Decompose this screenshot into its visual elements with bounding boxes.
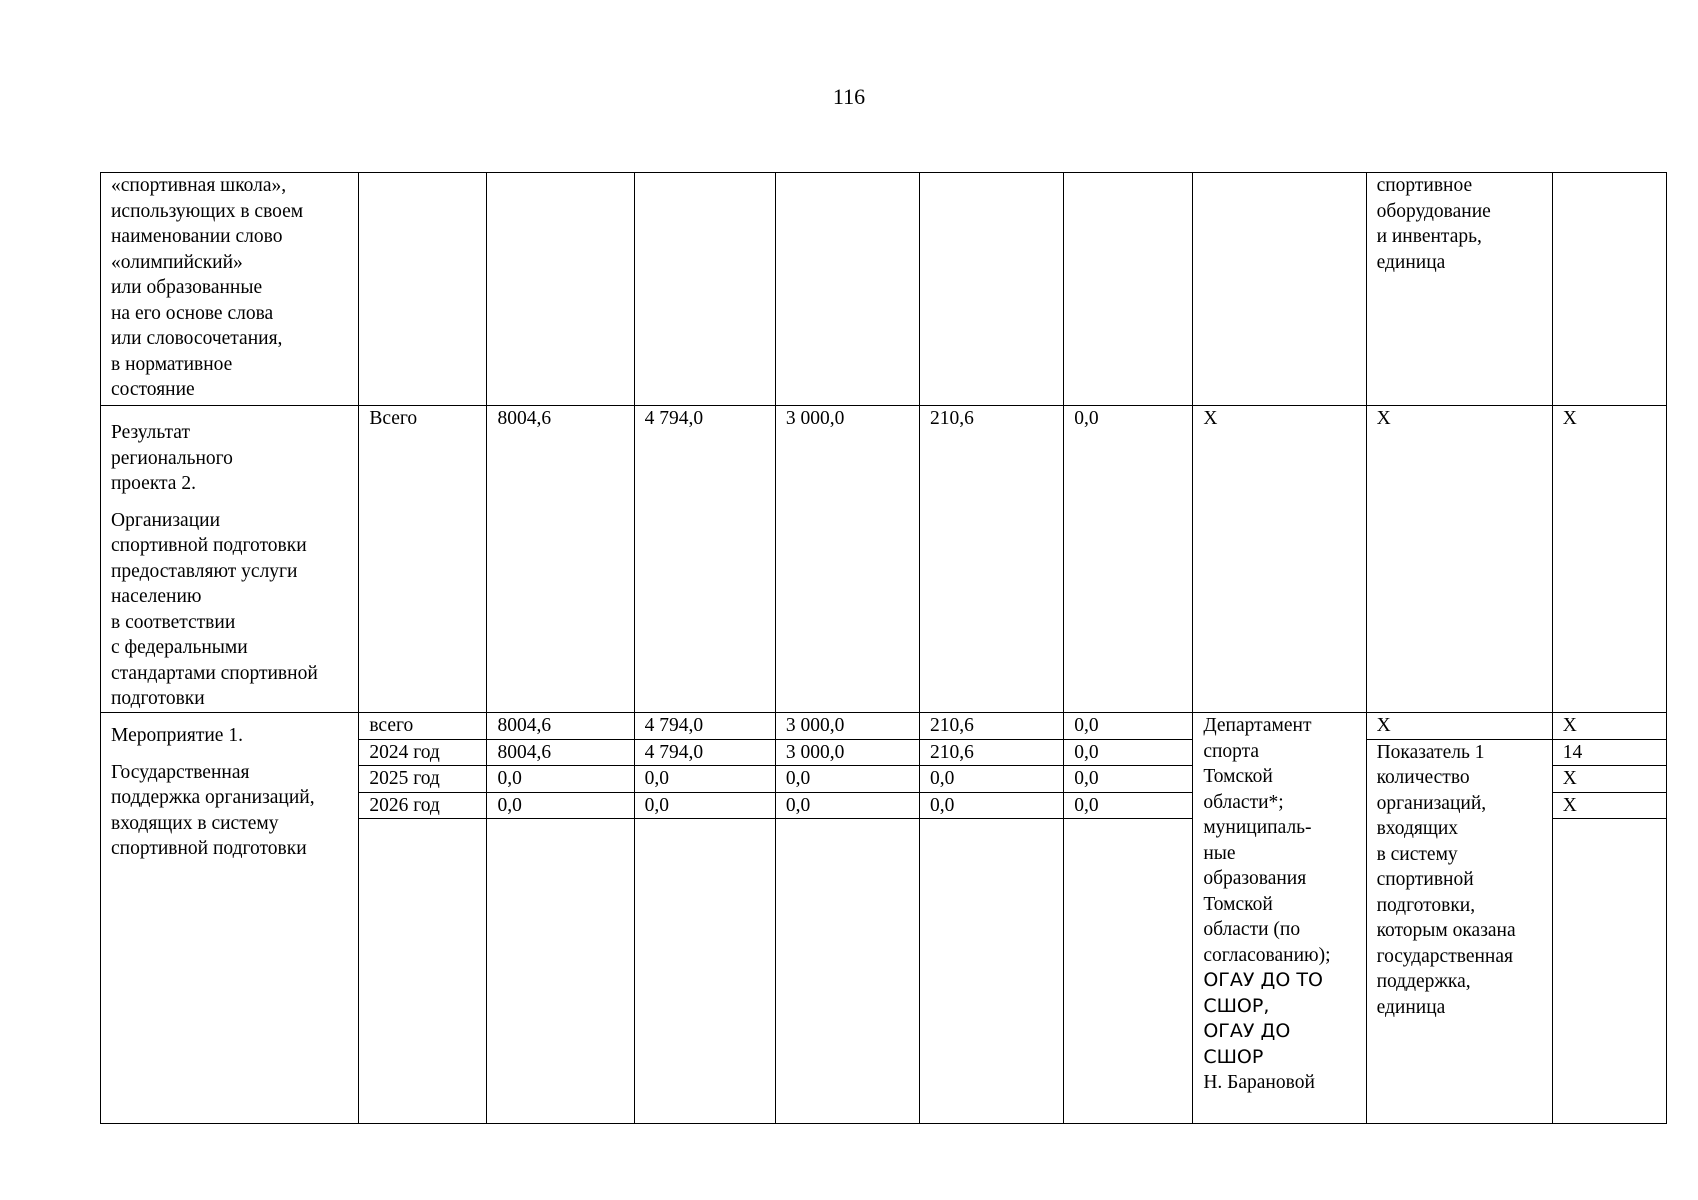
cell-event-indicator xyxy=(1366,739,1552,1124)
cell-value-1: 0,0 xyxy=(634,792,775,819)
program-table xyxy=(100,172,1667,1124)
result-description: Организации спортивной подготовки предоставляют услуги населению в соответствии с федеральными стандартами спортивной подготовки xyxy=(111,509,318,709)
table-row-event-total xyxy=(101,713,1667,740)
cell-period: Всего xyxy=(359,406,487,713)
cell-empty xyxy=(487,819,634,1124)
cell-empty xyxy=(1552,173,1666,406)
cell-value-3: 0,0 xyxy=(920,792,1064,819)
cell-target: X xyxy=(1552,713,1666,740)
executor-main: Департамент спорта Томской области*; муниципаль- ные образования Томской области (по согласованию); xyxy=(1203,715,1331,966)
cell-value-1: 4 794,0 xyxy=(634,406,775,713)
cell-empty xyxy=(920,819,1064,1124)
cell-total: 8004,6 xyxy=(487,739,634,766)
cell-period: 2025 год xyxy=(359,766,487,793)
table-row-result xyxy=(101,406,1667,713)
executor-orgs: ОГАУ ДО ТО СШОР, ОГАУ ДО СШОР xyxy=(1203,969,1323,1068)
cell-target: 14 xyxy=(1552,739,1666,766)
result-title: Результат регионального проекта 2. xyxy=(111,422,233,494)
cell-value-2: 3 000,0 xyxy=(775,406,919,713)
cell-period: 2024 год xyxy=(359,739,487,766)
cell-total: 8004,6 xyxy=(487,406,634,713)
cell-empty xyxy=(1064,819,1193,1124)
cell-value-3: 210,6 xyxy=(920,739,1064,766)
cell-value-1: 4 794,0 xyxy=(634,713,775,740)
indicator-text: спортивное оборудование и инвентарь, единица xyxy=(1376,175,1491,273)
cell-value-2: 3 000,0 xyxy=(775,713,919,740)
cell-period: 2026 год xyxy=(359,792,487,819)
cell-empty xyxy=(359,173,487,406)
cell-result-name xyxy=(101,406,359,713)
cell-value-4: 0,0 xyxy=(1064,792,1193,819)
cell-value-2: 0,0 xyxy=(775,792,919,819)
cell-target: X xyxy=(1552,766,1666,793)
cell-value-4: 0,0 xyxy=(1064,406,1193,713)
cell-total: 0,0 xyxy=(487,792,634,819)
cell-period: всего xyxy=(359,713,487,740)
cell-executor: X xyxy=(1193,406,1366,713)
cell-empty xyxy=(487,173,634,406)
cell-indicator xyxy=(1366,173,1552,406)
cell-target: X xyxy=(1552,792,1666,819)
cell-value-2: 0,0 xyxy=(775,766,919,793)
cell-value-3: 210,6 xyxy=(920,713,1064,740)
cell-indicator: X xyxy=(1366,406,1552,713)
cell-empty xyxy=(1552,819,1666,1124)
cell-total: 0,0 xyxy=(487,766,634,793)
cell-empty xyxy=(1064,173,1193,406)
cell-value-4: 0,0 xyxy=(1064,713,1193,740)
cell-empty xyxy=(920,173,1064,406)
cell-value-4: 0,0 xyxy=(1064,739,1193,766)
cell-event-executor xyxy=(1193,713,1366,1124)
cell-empty xyxy=(775,173,919,406)
cell-value-2: 3 000,0 xyxy=(775,739,919,766)
cell-value-3: 210,6 xyxy=(920,406,1064,713)
cell-value-1: 4 794,0 xyxy=(634,739,775,766)
cell-empty xyxy=(634,173,775,406)
event-title: Мероприятие 1. xyxy=(111,725,243,746)
event-description: Государственная поддержка организаций, входящих в систему спортивной подготовки xyxy=(111,761,315,859)
page-number: 116 xyxy=(832,84,866,109)
cell-value-1: 0,0 xyxy=(634,766,775,793)
cell-target: X xyxy=(1552,406,1666,713)
cell-total: 8004,6 xyxy=(487,713,634,740)
cell-empty xyxy=(1193,173,1366,406)
cell-empty xyxy=(775,819,919,1124)
cell-event-name xyxy=(101,713,359,1124)
cell-empty xyxy=(634,819,775,1124)
indicator-text: Показатель 1 количество организаций, входящих в систему спортивной подготовки, которым оказана государственная поддержка, единица xyxy=(1376,741,1516,1018)
task-name-text: «спортивная школа», использующих в своем наименовании слово «олимпийский» или образованные на его основе слова или словосочетания, в нормативное состояние xyxy=(111,175,304,400)
cell-indicator-head: X xyxy=(1366,713,1552,740)
cell-value-3: 0,0 xyxy=(920,766,1064,793)
table-row-continuation xyxy=(101,173,1667,406)
cell-empty xyxy=(359,819,487,1124)
cell-name xyxy=(101,173,359,406)
cell-value-4: 0,0 xyxy=(1064,766,1193,793)
executor-last: Н. Барановой xyxy=(1203,1072,1315,1093)
